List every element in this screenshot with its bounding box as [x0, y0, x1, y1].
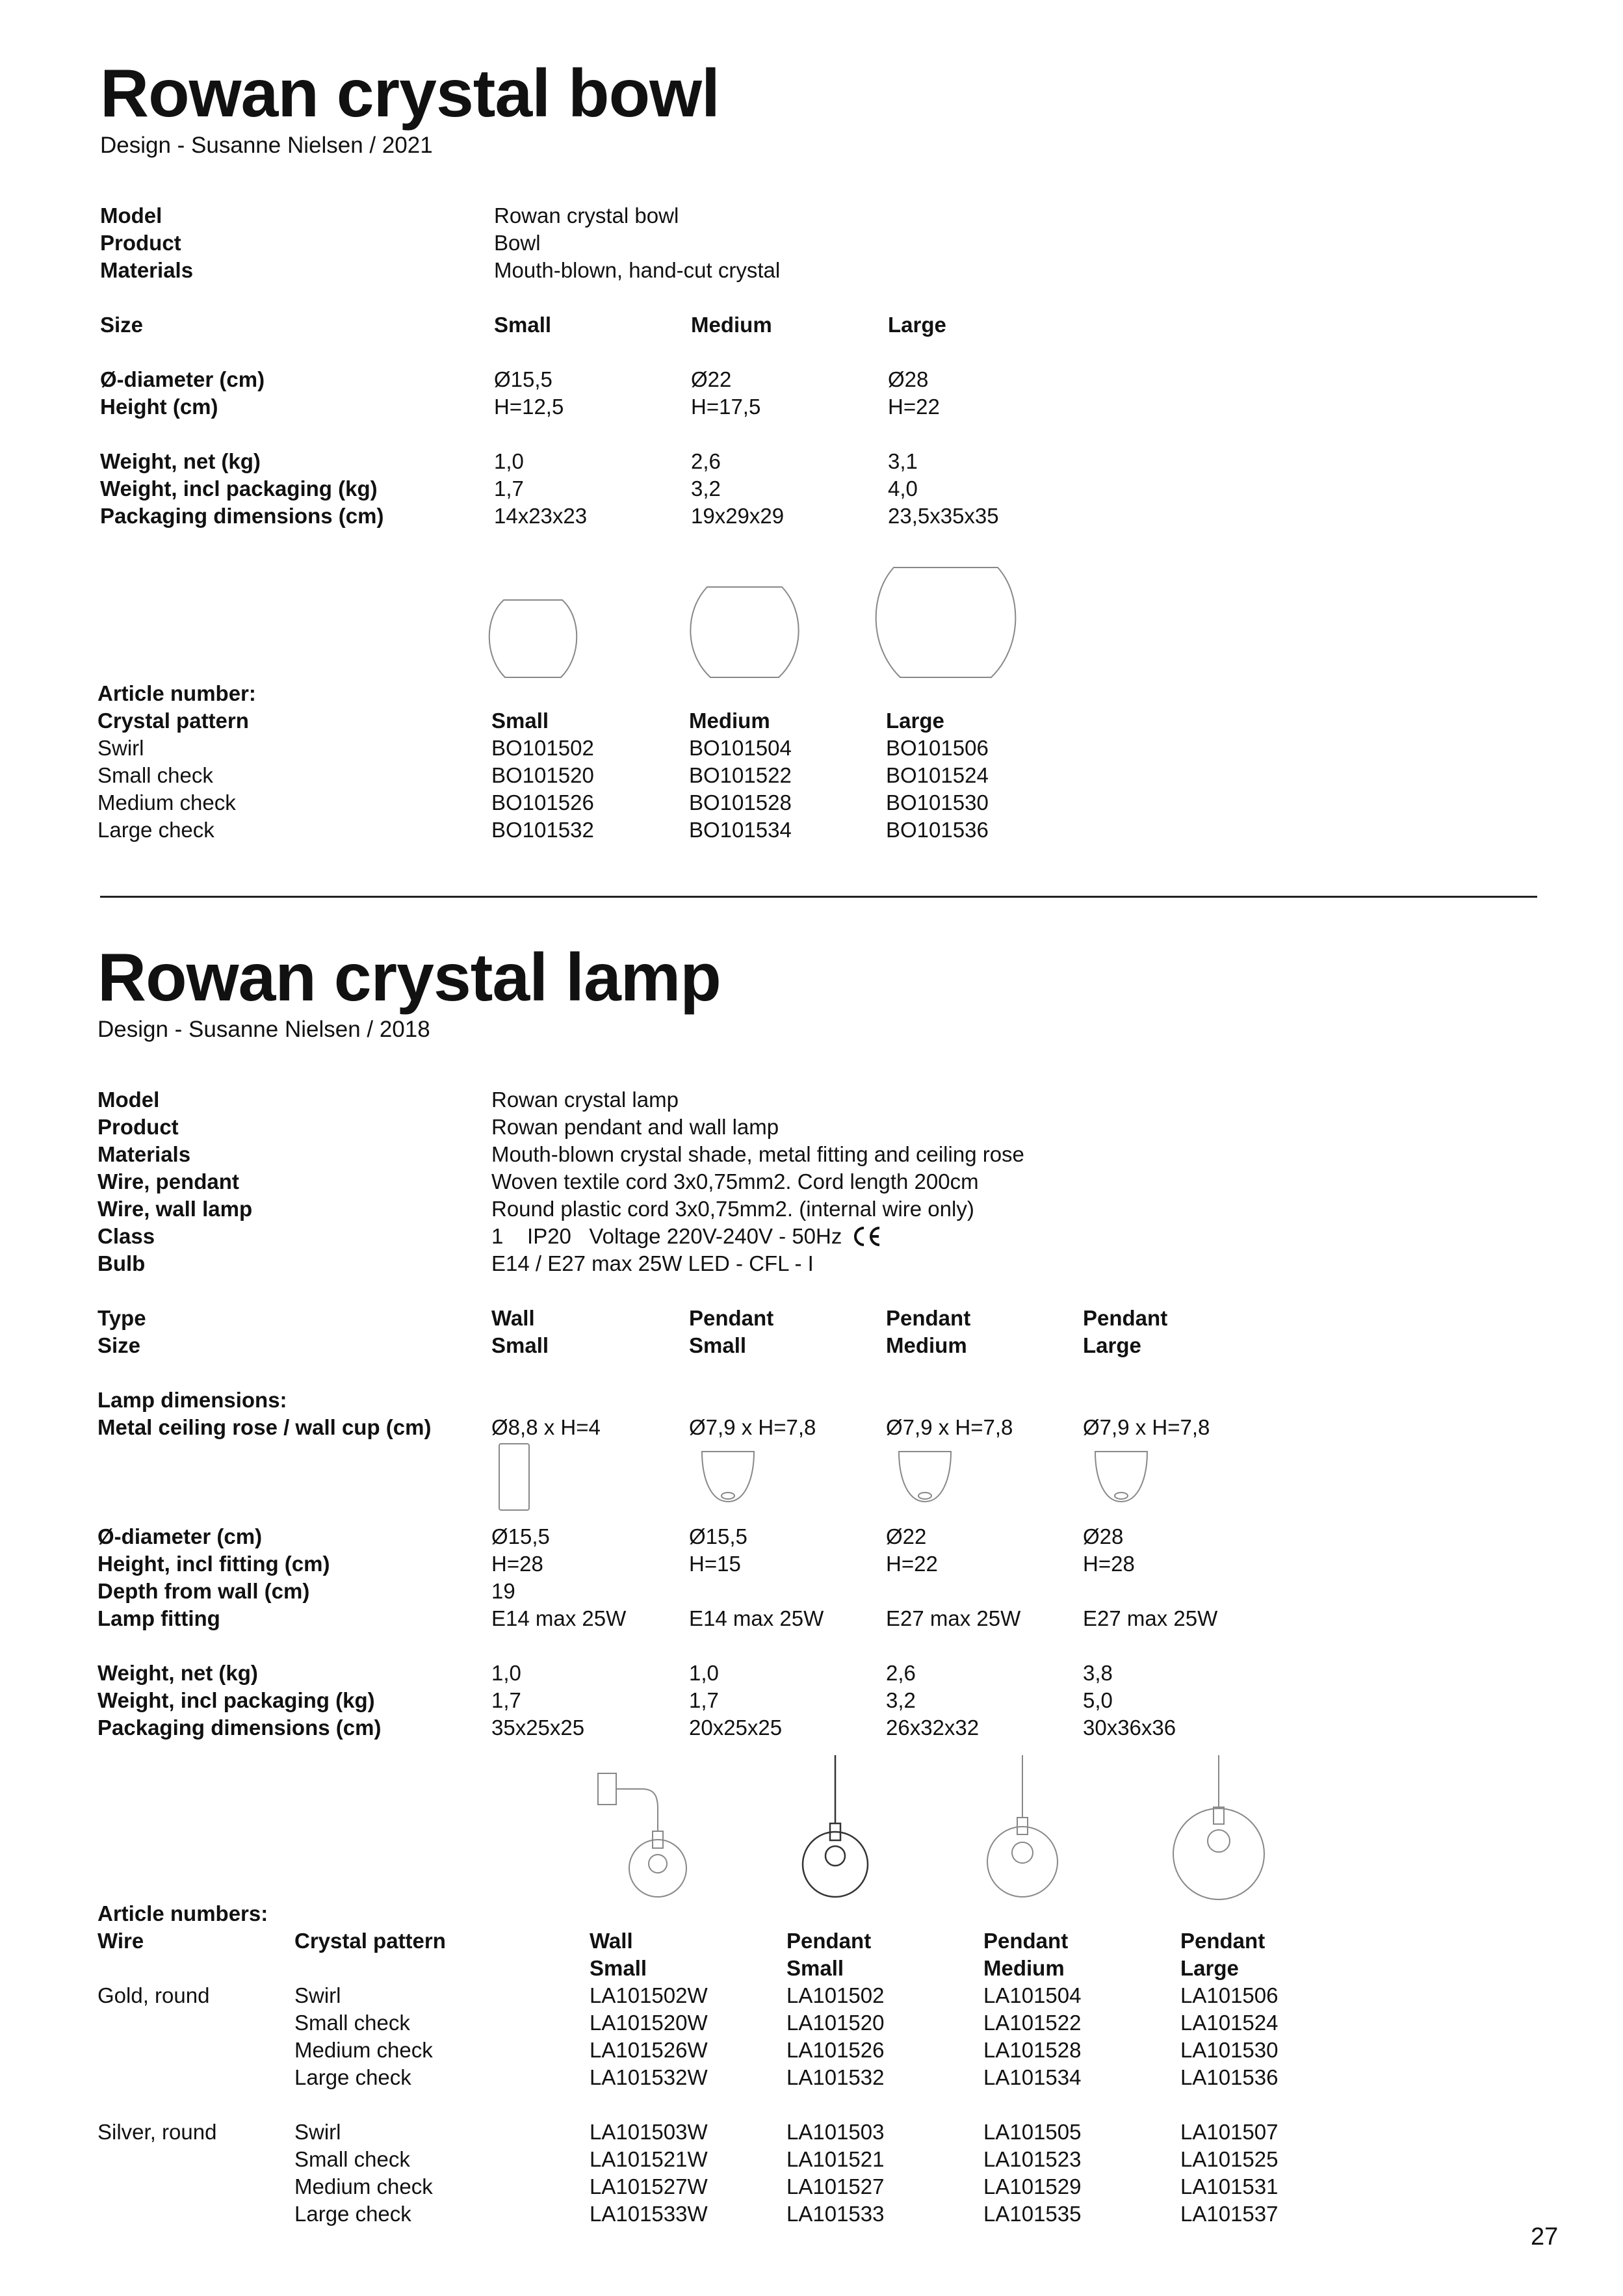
weight-value: 1,7 [494, 476, 524, 501]
weight-value: 1,7 [491, 1688, 521, 1712]
article-number: LA101523 [983, 2147, 1082, 2171]
spec-label: Class [97, 1224, 155, 1248]
dim-value: Ø22 [886, 1524, 927, 1548]
article-number: LA101537 [1180, 2202, 1279, 2226]
type-value: Wall [491, 1306, 535, 1330]
col-large: Large [886, 709, 944, 733]
article-number: LA101529 [983, 2174, 1082, 2198]
type-value: Pendant [689, 1306, 774, 1330]
spec-label: Wire, pendant [97, 1169, 239, 1194]
article-number: BO101506 [886, 736, 989, 760]
dim-label: Depth from wall (cm) [97, 1579, 310, 1603]
article-number: LA101503W [590, 2120, 708, 2144]
pattern-name: Medium check [97, 790, 236, 815]
dim-label: Ø-diameter (cm) [100, 367, 265, 391]
article-number: LA101524 [1180, 2011, 1279, 2035]
col-type: Pendant [786, 1929, 872, 1953]
article-number: LA101532 [786, 2065, 885, 2089]
size-large: Large [888, 313, 946, 337]
article-number: LA101527W [590, 2174, 708, 2198]
article-number: LA101521 [786, 2147, 885, 2171]
col-type: Pendant [1180, 1929, 1266, 1953]
dim-value: H=12,5 [494, 395, 564, 419]
rose-label: Metal ceiling rose / wall cup (cm) [97, 1415, 432, 1439]
article-number: LA101527 [786, 2174, 885, 2198]
pattern-name: Swirl [97, 736, 144, 760]
article-number: LA101532W [590, 2065, 708, 2089]
dim-value: Ø28 [888, 367, 929, 391]
dim-value: E27 max 25W [886, 1606, 1021, 1630]
article-number: LA101531 [1180, 2174, 1279, 2198]
spec-value: E14 / E27 max 25W LED - CFL - I [491, 1251, 814, 1275]
weight-value: 2,6 [886, 1661, 916, 1685]
pattern-name: Large check [97, 818, 214, 842]
article-number: BO101530 [886, 790, 989, 815]
pattern-label: Crystal pattern [97, 709, 249, 733]
rose-value: Ø8,8 x H=4 [491, 1415, 601, 1439]
article-number: LA101505 [983, 2120, 1082, 2144]
article-number: BO101524 [886, 763, 989, 787]
spec-value: Mouth-blown crystal shade, metal fitting and ceiling rose [491, 1142, 1024, 1166]
weight-value: 2,6 [691, 449, 721, 473]
spec-label: Wire, wall lamp [97, 1197, 253, 1221]
wall-lamp-drawing [591, 1769, 689, 1898]
bowl-small-drawing [484, 598, 582, 679]
col-size: Medium [983, 1956, 1065, 1980]
article-number: LA101506 [1180, 1983, 1279, 2007]
article-number: LA101530 [1180, 2038, 1279, 2062]
dim-label: Height (cm) [100, 395, 218, 419]
wire-name: Silver, round [97, 2120, 217, 2144]
weight-value: 20x25x25 [689, 1715, 783, 1740]
article-number: BO101522 [689, 763, 792, 787]
spec-label: Materials [100, 258, 194, 282]
article-number: BO101528 [689, 790, 792, 815]
pattern-name: Swirl [294, 1983, 341, 2007]
size-label: Size [97, 1333, 141, 1357]
col-size: Small [786, 1956, 844, 1980]
weight-value: 1,7 [689, 1688, 719, 1712]
dim-value: Ø15,5 [491, 1524, 550, 1548]
dim-value: Ø15,5 [494, 367, 552, 391]
type-label: Type [97, 1306, 146, 1330]
ceiling-rose-drawing [1092, 1448, 1150, 1506]
article-number: BO101534 [689, 818, 792, 842]
spec-label: Product [100, 231, 181, 255]
weight-value: 1,0 [689, 1661, 719, 1685]
spec-value-class [491, 1225, 883, 1247]
article-number: LA101536 [1180, 2065, 1279, 2089]
spec-label: Model [100, 203, 162, 228]
weight-value: 3,8 [1083, 1661, 1113, 1685]
section-divider [100, 896, 1537, 898]
article-number: LA101528 [983, 2038, 1082, 2062]
weight-label: Packaging dimensions (cm) [100, 504, 384, 528]
article-number: LA101525 [1180, 2147, 1279, 2171]
weight-value: 1,0 [491, 1661, 521, 1685]
weight-value: 35x25x25 [491, 1715, 585, 1740]
bowl-design-credit: Design - Susanne Nielsen / 2021 [100, 133, 433, 158]
weight-value: 3,2 [691, 476, 721, 501]
bowl-title: Rowan crystal bowl [100, 56, 720, 131]
bowl-medium-drawing [688, 585, 801, 679]
rose-value: Ø7,9 x H=7,8 [689, 1415, 816, 1439]
dim-value: E14 max 25W [689, 1606, 824, 1630]
article-number: BO101532 [491, 818, 594, 842]
type-value: Pendant [886, 1306, 971, 1330]
weight-label: Weight, net (kg) [97, 1661, 258, 1685]
size-value: Small [689, 1333, 747, 1357]
dim-value: H=17,5 [691, 395, 761, 419]
dim-value: H=28 [1083, 1552, 1135, 1576]
weight-label: Weight, net (kg) [100, 449, 261, 473]
weight-value: 30x36x36 [1083, 1715, 1176, 1740]
size-value: Medium [886, 1333, 967, 1357]
pattern-name: Small check [294, 2011, 410, 2035]
bowl-large-drawing [874, 566, 1017, 679]
size-medium: Medium [691, 313, 772, 337]
dim-label: Ø-diameter (cm) [97, 1524, 263, 1548]
col-small: Small [491, 709, 549, 733]
spec-value: Mouth-blown, hand-cut crystal [494, 258, 781, 282]
article-number: LA101533W [590, 2202, 708, 2226]
dim-value: H=22 [886, 1552, 938, 1576]
dim-value: H=22 [888, 395, 940, 419]
pattern-name: Medium check [294, 2038, 433, 2062]
ceiling-rose-drawing [896, 1448, 954, 1506]
pattern-label: Crystal pattern [294, 1929, 446, 1953]
article-number: BO101526 [491, 790, 594, 815]
articles-label: Article numbers: [97, 1901, 268, 1925]
weight-value: 14x23x23 [494, 504, 588, 528]
dim-value: 19 [491, 1579, 515, 1603]
dim-value: H=15 [689, 1552, 741, 1576]
spec-value: Rowan crystal lamp [491, 1088, 679, 1112]
col-size: Small [590, 1956, 647, 1980]
size-value: Small [491, 1333, 549, 1357]
article-number: LA101502W [590, 1983, 708, 2007]
size-label: Size [100, 313, 144, 337]
spec-label: Product [97, 1115, 179, 1139]
spec-label: Bulb [97, 1251, 146, 1275]
article-label: Article number: [97, 681, 256, 705]
spec-value: Woven textile cord 3x0,75mm2. Cord length 200cm [491, 1169, 979, 1194]
article-number: LA101502 [786, 1983, 885, 2007]
weight-value: 19x29x29 [691, 504, 785, 528]
spec-value: Rowan pendant and wall lamp [491, 1115, 779, 1139]
article-number: BO101502 [491, 736, 594, 760]
lamp-title: Rowan crystal lamp [97, 940, 721, 1015]
article-number: BO101504 [689, 736, 792, 760]
ceiling-rose-drawing [699, 1448, 757, 1506]
article-number: LA101533 [786, 2202, 885, 2226]
article-number: LA101520 [786, 2011, 885, 2035]
article-number: LA101522 [983, 2011, 1082, 2035]
article-number: LA101526 [786, 2038, 885, 2062]
pattern-name: Large check [294, 2065, 411, 2089]
weight-value: 26x32x32 [886, 1715, 980, 1740]
rose-value: Ø7,9 x H=7,8 [1083, 1415, 1210, 1439]
col-type: Pendant [983, 1929, 1069, 1953]
article-number: LA101520W [590, 2011, 708, 2035]
weight-label: Packaging dimensions (cm) [97, 1715, 382, 1740]
weight-value: 3,2 [886, 1688, 916, 1712]
lamp-design-credit: Design - Susanne Nielsen / 2018 [97, 1017, 430, 1042]
article-number: LA101504 [983, 1983, 1082, 2007]
dim-label: Lamp fitting [97, 1606, 220, 1630]
page-number: 27 [1531, 2223, 1559, 2250]
spec-label: Materials [97, 1142, 191, 1166]
dim-value: H=28 [491, 1552, 543, 1576]
lamp-dimensions-label: Lamp dimensions: [97, 1388, 287, 1412]
col-type: Wall [590, 1929, 633, 1953]
size-value: Large [1083, 1333, 1141, 1357]
spec-label: Model [97, 1088, 160, 1112]
weight-value: 3,1 [888, 449, 918, 473]
col-medium: Medium [689, 709, 770, 733]
weight-value: 5,0 [1083, 1688, 1113, 1712]
dim-value: E14 max 25W [491, 1606, 627, 1630]
dim-label: Height, incl fitting (cm) [97, 1552, 330, 1576]
article-number: BO101520 [491, 763, 594, 787]
col-size: Large [1180, 1956, 1239, 1980]
pattern-name: Medium check [294, 2174, 433, 2198]
article-number: LA101535 [983, 2202, 1082, 2226]
article-number: LA101503 [786, 2120, 885, 2144]
spec-value: Round plastic cord 3x0,75mm2. (internal wire only) [491, 1197, 974, 1221]
pattern-name: Small check [294, 2147, 410, 2171]
wire-name: Gold, round [97, 1983, 210, 2007]
size-small: Small [494, 313, 552, 337]
article-number: LA101526W [590, 2038, 708, 2062]
pendant-medium-drawing [980, 1755, 1065, 1898]
dim-value: Ø28 [1083, 1524, 1124, 1548]
pattern-name: Large check [294, 2202, 411, 2226]
weight-value: 23,5x35x35 [888, 504, 999, 528]
dim-value: Ø22 [691, 367, 732, 391]
article-number: BO101536 [886, 818, 989, 842]
weight-label: Weight, incl packaging (kg) [97, 1688, 375, 1712]
article-number: LA101521W [590, 2147, 708, 2171]
wall-cup-drawing [497, 1442, 532, 1512]
rose-value: Ø7,9 x H=7,8 [886, 1415, 1013, 1439]
article-number: LA101534 [983, 2065, 1082, 2089]
pendant-small-drawing [796, 1755, 874, 1898]
spec-value: Rowan crystal bowl [494, 203, 679, 228]
wire-label: Wire [97, 1929, 144, 1953]
pattern-name: Swirl [294, 2120, 341, 2144]
class-text: 1 IP20 Voltage 220V-240V - 50Hz [491, 1224, 842, 1248]
article-number: LA101507 [1180, 2120, 1279, 2144]
pattern-name: Small check [97, 763, 213, 787]
weight-value: 4,0 [888, 476, 918, 501]
ce-mark-icon [850, 1225, 883, 1247]
weight-value: 1,0 [494, 449, 524, 473]
dim-value: Ø15,5 [689, 1524, 747, 1548]
type-value: Pendant [1083, 1306, 1168, 1330]
pendant-large-drawing [1167, 1755, 1271, 1901]
dim-value: E27 max 25W [1083, 1606, 1218, 1630]
weight-label: Weight, incl packaging (kg) [100, 476, 378, 501]
spec-value: Bowl [494, 231, 541, 255]
